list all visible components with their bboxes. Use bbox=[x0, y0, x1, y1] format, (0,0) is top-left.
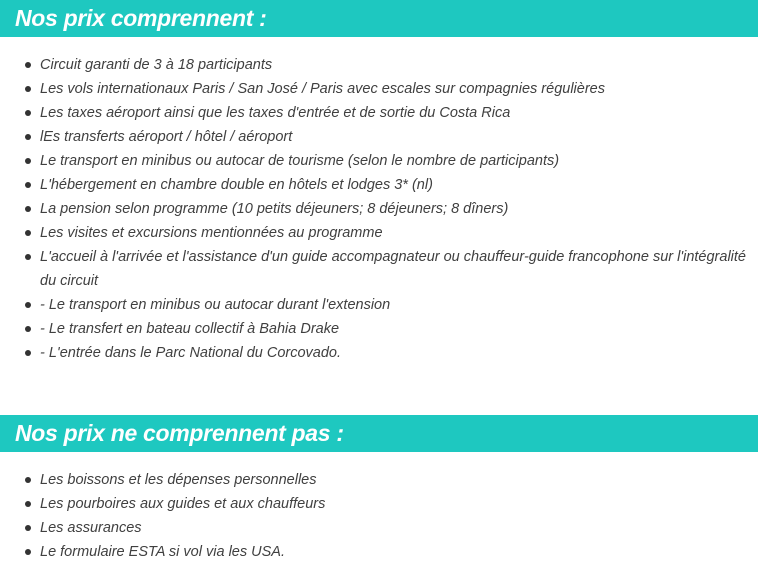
list-item bbox=[0, 149, 758, 173]
list-item bbox=[0, 53, 758, 77]
list-item-text: Les assurances bbox=[40, 520, 142, 536]
list-item-text: Les visites et excursions mentionnées au programme bbox=[40, 225, 383, 241]
list-item-text: Le transport en minibus ou autocar de tourisme (selon le nombre de participants) bbox=[40, 153, 560, 169]
list-item bbox=[0, 341, 758, 365]
bullet-icon bbox=[25, 525, 31, 531]
bullet-icon bbox=[25, 501, 31, 507]
list-item bbox=[0, 293, 758, 317]
bullet-icon bbox=[25, 230, 31, 236]
bullet-icon bbox=[25, 254, 31, 260]
list-item bbox=[0, 125, 758, 149]
excluded-section-header bbox=[0, 415, 758, 452]
bullet-icon bbox=[25, 302, 31, 308]
list-item bbox=[0, 245, 758, 293]
list-item-text: - Le transport en minibus ou autocar durant l'extension bbox=[40, 297, 391, 313]
list-item-text: L'accueil à l'arrivée et l'assistance d'un guide accompagnateur ou chauffeur-guide francophone sur l'intégralité du circuit bbox=[40, 249, 746, 289]
list-item-text: Les vols internationaux Paris / San José / Paris avec escales sur compagnies régulières bbox=[40, 81, 605, 97]
bullet-icon bbox=[25, 86, 31, 92]
list-item bbox=[0, 516, 758, 540]
list-item-text: - L'entrée dans le Parc National du Corcovado. bbox=[40, 345, 341, 361]
bullet-icon bbox=[25, 62, 31, 68]
bullet-icon bbox=[25, 110, 31, 116]
list-item-text: Le formulaire ESTA si vol via les USA. bbox=[40, 544, 285, 560]
list-item-text: L'hébergement en chambre double en hôtels et lodges 3* (nl) bbox=[40, 177, 433, 193]
bullet-icon bbox=[25, 549, 31, 555]
bullet-icon bbox=[25, 134, 31, 140]
list-item-text: Les pourboires aux guides et aux chauffeurs bbox=[40, 496, 326, 512]
list-item-text: La pension selon programme (10 petits déjeuners; 8 déjeuners; 8 dîners) bbox=[40, 201, 509, 217]
bullet-icon bbox=[25, 158, 31, 164]
list-item bbox=[0, 492, 758, 516]
list-item bbox=[0, 317, 758, 341]
list-item bbox=[0, 77, 758, 101]
list-item-text: - Le transfert en bateau collectif à Bahia Drake bbox=[40, 321, 340, 337]
list-item bbox=[0, 540, 758, 564]
list-item bbox=[0, 173, 758, 197]
list-item bbox=[0, 221, 758, 245]
list-item-text: Les boissons et les dépenses personnelles bbox=[40, 472, 317, 488]
bullet-icon bbox=[25, 326, 31, 332]
list-item bbox=[0, 101, 758, 125]
bullet-icon bbox=[25, 477, 31, 483]
bullet-icon bbox=[25, 182, 31, 188]
included-section-title: Nos prix comprennent : bbox=[15, 5, 267, 31]
list-item-text: Circuit garanti de 3 à 18 participants bbox=[40, 57, 273, 73]
list-item-text: lEs transferts aéroport / hôtel / aéroport bbox=[40, 129, 293, 145]
list-item bbox=[0, 468, 758, 492]
excluded-section-title: Nos prix ne comprennent pas : bbox=[15, 420, 344, 446]
included-list bbox=[0, 53, 758, 365]
excluded-list bbox=[0, 468, 758, 564]
bullet-icon bbox=[25, 206, 31, 212]
included-section-header bbox=[0, 0, 758, 37]
list-item bbox=[0, 197, 758, 221]
bullet-icon bbox=[25, 350, 31, 356]
list-item-text: Les taxes aéroport ainsi que les taxes d'entrée et de sortie du Costa Rica bbox=[40, 105, 511, 121]
